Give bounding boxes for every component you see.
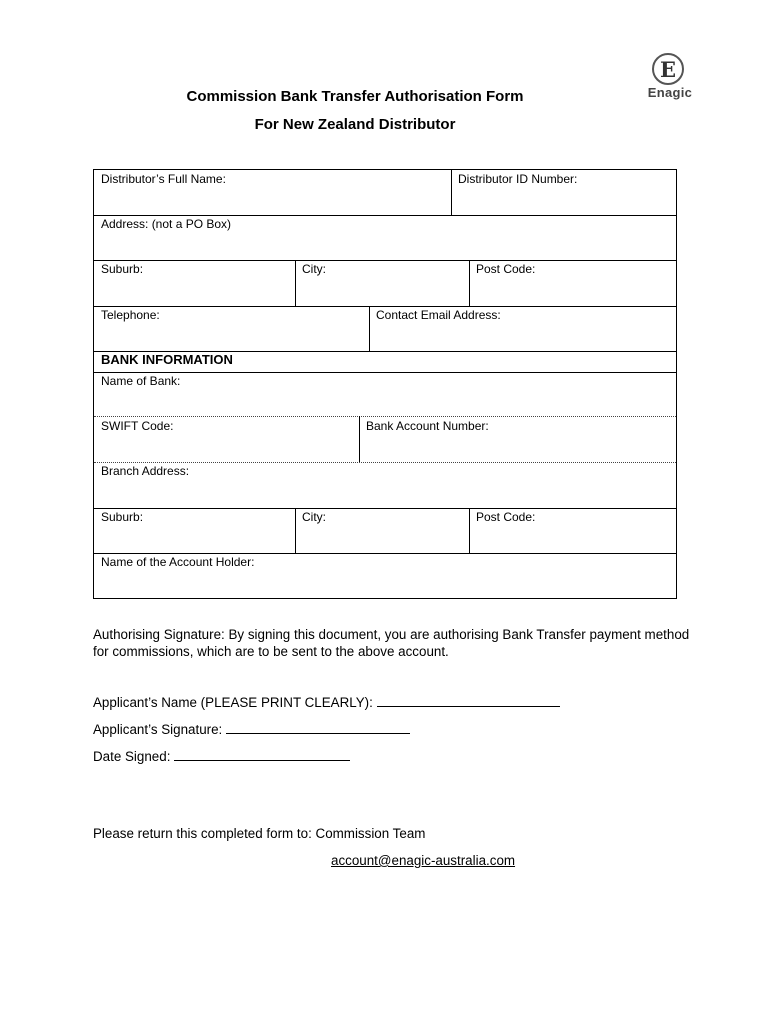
divider <box>369 306 370 351</box>
divider <box>94 508 676 509</box>
divider <box>469 508 470 553</box>
divider <box>94 306 676 307</box>
form-subtitle: For New Zealand Distributor <box>254 116 456 133</box>
return-email-link[interactable]: account@enagic-australia.com <box>331 853 516 868</box>
name-of-bank-field[interactable]: Name of Bank: <box>101 374 181 388</box>
application-form <box>93 169 677 599</box>
applicant-signature-input[interactable] <box>226 721 410 734</box>
divider <box>94 416 676 417</box>
form-title: Commission Bank Transfer Authorisation Form <box>186 88 524 105</box>
swift-code-field[interactable]: SWIFT Code: <box>101 419 174 433</box>
distributor-id-field[interactable]: Distributor ID Number: <box>458 172 578 186</box>
bank-account-number-field[interactable]: Bank Account Number: <box>366 419 489 433</box>
divider <box>469 260 470 306</box>
date-signed-input[interactable] <box>174 748 350 761</box>
divider <box>94 462 676 463</box>
divider <box>295 508 296 553</box>
address-field[interactable]: Address: (not a PO Box) <box>101 217 232 231</box>
bank-information-heading: BANK INFORMATION <box>101 352 233 367</box>
suburb-field[interactable]: Suburb: <box>101 262 144 276</box>
enagic-logo <box>641 53 697 107</box>
applicant-name-row <box>93 694 560 710</box>
divider <box>359 416 360 462</box>
applicant-signature-label: Applicant’s Signature: <box>93 722 223 737</box>
post-code-field[interactable]: Post Code: <box>476 262 536 276</box>
date-signed-label: Date Signed: <box>93 749 171 764</box>
divider <box>451 170 452 215</box>
divider <box>94 215 676 216</box>
branch-address-field[interactable]: Branch Address: <box>101 464 190 478</box>
enagic-logo-icon: E <box>652 53 684 85</box>
divider <box>295 260 296 306</box>
logo-text: Enagic <box>647 85 693 100</box>
authorisation-text: Authorising Signature: By signing this document, you are authorising Bank Transfer payment method for commissions, which are to be sent to the above account. <box>93 627 690 659</box>
city-field[interactable]: City: <box>302 262 326 276</box>
divider <box>94 260 676 261</box>
applicant-name-input[interactable] <box>377 694 560 707</box>
telephone-field[interactable]: Telephone: <box>101 308 160 322</box>
branch-post-code-field[interactable]: Post Code: <box>476 510 536 524</box>
branch-city-field[interactable]: City: <box>302 510 326 524</box>
account-holder-field[interactable]: Name of the Account Holder: <box>101 555 255 569</box>
return-instructions: Please return this completed form to: Commission Team <box>93 826 426 841</box>
applicant-name-label: Applicant’s Name (PLEASE PRINT CLEARLY): <box>93 695 373 710</box>
divider <box>94 372 676 373</box>
contact-email-field[interactable]: Contact Email Address: <box>376 308 501 322</box>
distributor-full-name-field[interactable]: Distributor’s Full Name: <box>101 172 226 186</box>
date-signed-row <box>93 748 350 764</box>
branch-suburb-field[interactable]: Suburb: <box>101 510 144 524</box>
divider <box>94 553 676 554</box>
applicant-signature-row <box>93 721 410 737</box>
